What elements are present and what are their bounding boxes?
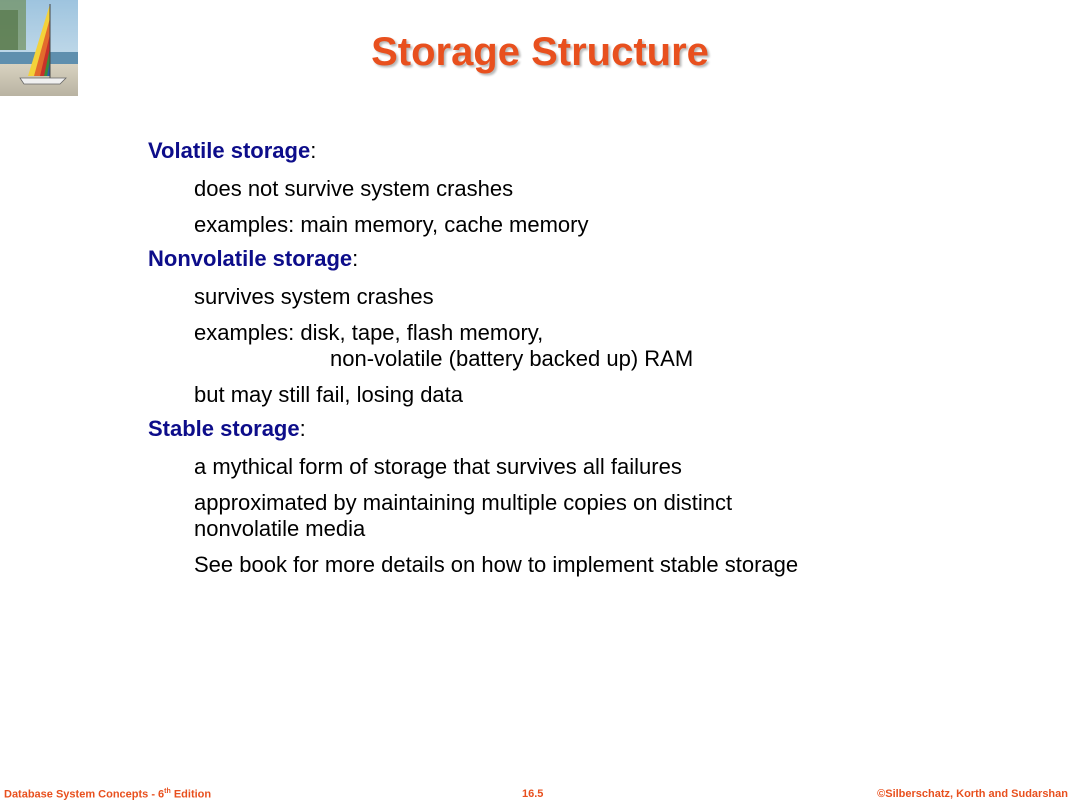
volatile-item-1: does not survive system crashes bbox=[194, 176, 514, 201]
nonvolatile-item-1: survives system crashes bbox=[194, 284, 434, 309]
stable-item-2 bbox=[194, 490, 1048, 542]
volatile-storage-term: Volatile storage bbox=[148, 138, 311, 163]
footer-page-number: 16.5 bbox=[522, 788, 544, 800]
nonvolatile-item-2 bbox=[194, 320, 1048, 372]
footer-copyright: ©Silberschatz, Korth and Sudarshan bbox=[877, 788, 1068, 800]
nonvolatile-item-3: but may still fail, losing data bbox=[194, 382, 464, 407]
stable-item-2-line-1: approximated by maintaining multiple copies on distinct bbox=[194, 490, 733, 515]
nonvolatile-storage-heading: Nonvolatile storage: bbox=[148, 246, 359, 271]
slide-title: Storage Structure bbox=[371, 30, 709, 74]
stable-item-1: a mythical form of storage that survives all failures bbox=[194, 454, 682, 479]
stable-item-2-line-2: nonvolatile media bbox=[194, 516, 366, 541]
volatile-storage-heading: Volatile storage: bbox=[148, 138, 317, 163]
footer-book-title: Database System Concepts - 6th Edition bbox=[4, 788, 212, 801]
stable-storage-term: Stable storage bbox=[148, 416, 300, 441]
nonvolatile-storage-term: Nonvolatile storage bbox=[148, 246, 353, 271]
volatile-item-2: examples: main memory, cache memory bbox=[194, 212, 589, 237]
nonvolatile-item-2-line-2: non-volatile (battery backed up) RAM bbox=[330, 346, 694, 371]
stable-item-3: See book for more details on how to implement stable storage bbox=[194, 552, 799, 577]
nonvolatile-item-2-line-1: examples: disk, tape, flash memory, bbox=[194, 320, 544, 345]
slide-content bbox=[148, 134, 1048, 580]
stable-storage-heading: Stable storage: bbox=[148, 416, 306, 441]
